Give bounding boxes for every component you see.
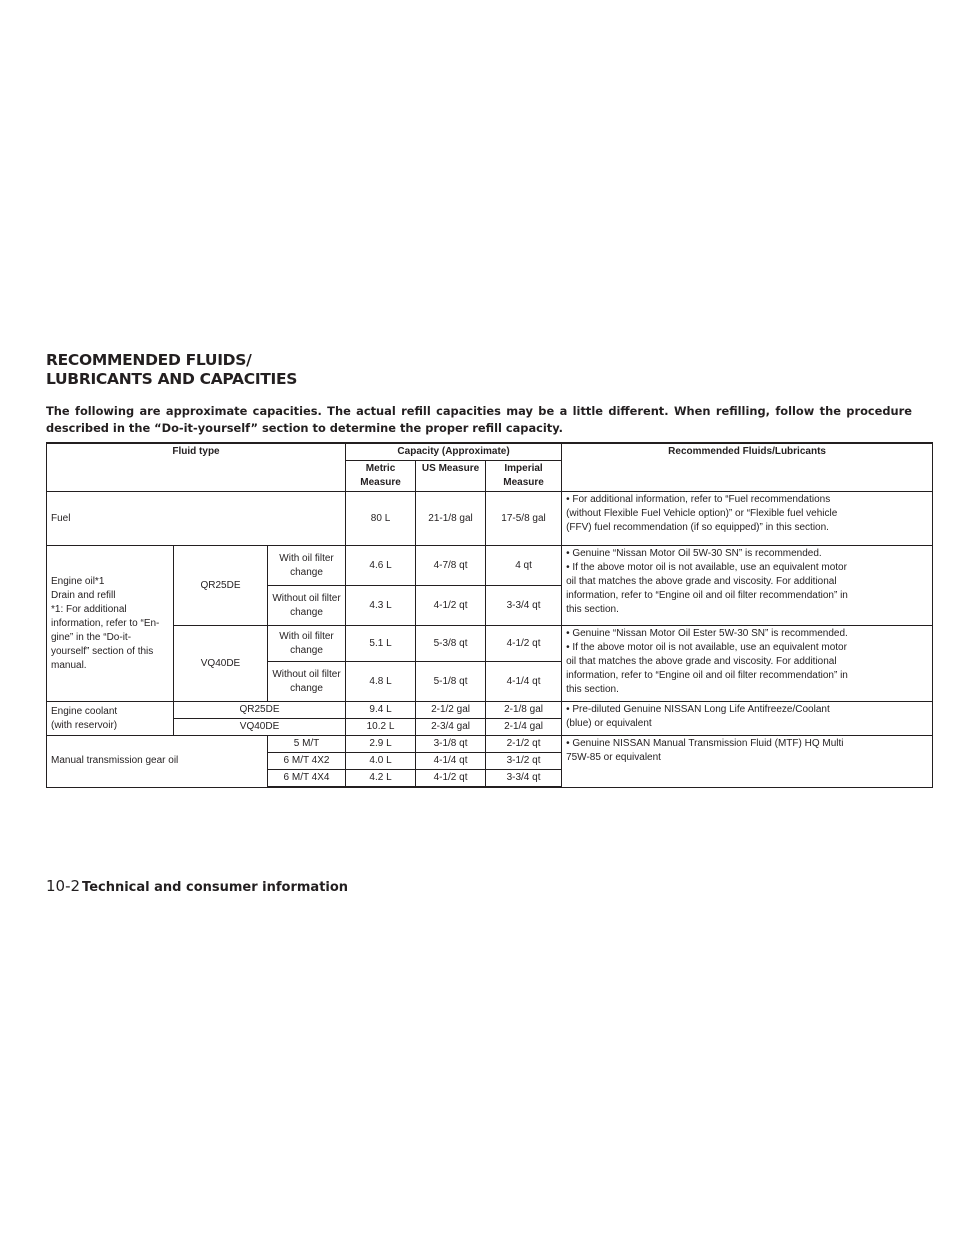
fuel-label: Fuel [47,492,346,546]
oil-without-filter-label: Without oil filter change [268,586,346,626]
page-footer [46,877,348,895]
coolant-us: 2-3/4 gal [416,719,486,736]
header-metric: Metric Measure [346,461,416,492]
oil-metric: 5.1 L [346,626,416,662]
page-title [46,351,297,389]
table-row-mt-5mt [47,736,933,753]
mt-metric: 4.0 L [346,753,416,770]
coolant-engine-vq40de: VQ40DE [174,719,346,736]
fuel-us: 21-1/8 gal [416,492,486,546]
coolant-metric: 9.4 L [346,702,416,719]
mt-imperial: 3-3/4 qt [486,770,562,788]
oil-engine-qr25de: QR25DE [174,546,268,626]
mt-us: 4-1/4 qt [416,753,486,770]
oil-imperial: 4-1/4 qt [486,662,562,702]
table-row-coolant-qr25de [47,702,933,719]
coolant-imperial: 2-1/4 gal [486,719,562,736]
oil-metric: 4.3 L [346,586,416,626]
table-row-oil-qr25de-with [47,546,933,586]
intro-paragraph [46,403,912,437]
coolant-us: 2-1/2 gal [416,702,486,719]
oil-imperial: 3-3/4 qt [486,586,562,626]
oil-without-filter-label: Without oil filter change [268,662,346,702]
oil-metric: 4.6 L [346,546,416,586]
mt-type: 6 M/T 4X2 [268,753,346,770]
oil-metric: 4.8 L [346,662,416,702]
engine-oil-label: Engine oil*1 Drain and refill *1: For additional information, refer to “En- gine” in the “Do-it- yourself” section of this manual. [47,546,174,702]
coolant-imperial: 2-1/8 gal [486,702,562,719]
oil-us: 4-7/8 qt [416,546,486,586]
oil-us: 4-1/2 qt [416,586,486,626]
coolant-recommendation: • Pre-diluted Genuine NISSAN Long Life Antifreeze/Coolant (blue) or equivalent [562,702,933,736]
fluid-capacities-table [46,442,933,788]
fuel-imperial: 17-5/8 gal [486,492,562,546]
header-recommended: Recommended Fluids/Lubricants [562,443,933,492]
page-title-line: RECOMMENDED FLUIDS/ [46,351,252,369]
mt-type: 5 M/T [268,736,346,753]
mt-us: 3-1/8 qt [416,736,486,753]
page-title-line: LUBRICANTS AND CAPACITIES [46,370,298,388]
table-header-row [47,443,933,461]
mt-metric: 2.9 L [346,736,416,753]
header-us: US Measure [416,461,486,492]
oil-imperial: 4-1/2 qt [486,626,562,662]
fuel-recommendation: • For additional information, refer to “Fuel recommendations (without Flexible Fuel Vehicle option)” or “Flexible fuel vehicle (FFV) fuel recommendation (if so equipped)” in this section. [562,492,933,546]
oil-qr25de-recommendation: • Genuine “Nissan Motor Oil 5W-30 SN” is recommended. • If the above motor oil is not available, use an equivalent motor oil that matches the above grade and viscosity. For additional information, refer to “Engine oil and oil filter recommendation” in this section. [562,546,933,626]
page-number: 10-2 [46,877,81,895]
mt-imperial: 3-1/2 qt [486,753,562,770]
mt-type: 6 M/T 4X4 [268,770,346,788]
coolant-metric: 10.2 L [346,719,416,736]
header-imperial: Imperial Measure [486,461,562,492]
manual-trans-recommendation: • Genuine NISSAN Manual Transmission Fluid (MTF) HQ Multi 75W-85 or equivalent [562,736,933,788]
coolant-label: Engine coolant (with reservoir) [47,702,174,736]
table-row-oil-vq40de-with [47,626,933,662]
section-name: Technical and consumer information [82,880,349,895]
header-capacity: Capacity (Approximate) [346,443,562,461]
coolant-engine-qr25de: QR25DE [174,702,346,719]
intro-line: The following are approximate capacities. The actual refill capacities may be a little different. When refilling, follow the procedure [46,404,912,418]
mt-imperial: 2-1/2 qt [486,736,562,753]
oil-imperial: 4 qt [486,546,562,586]
fuel-metric: 80 L [346,492,416,546]
manual-trans-label: Manual transmission gear oil [47,736,268,788]
oil-with-filter-label: With oil filter change [268,626,346,662]
oil-us: 5-3/8 qt [416,626,486,662]
mt-metric: 4.2 L [346,770,416,788]
oil-engine-vq40de: VQ40DE [174,626,268,702]
oil-vq40de-recommendation: • Genuine “Nissan Motor Oil Ester 5W-30 SN” is recommended. • If the above motor oil is not available, use an equivalent motor oil that matches the above grade and viscosity. For additional information, refer to “Engine oil and oil filter recommendation” in this section. [562,626,933,702]
oil-us: 5-1/8 qt [416,662,486,702]
mt-us: 4-1/2 qt [416,770,486,788]
table-row-fuel [47,492,933,546]
intro-line: described in the “Do-it-yourself” section to determine the proper refill capacity. [46,421,563,435]
oil-with-filter-label: With oil filter change [268,546,346,586]
header-fluid-type: Fluid type [47,443,346,492]
